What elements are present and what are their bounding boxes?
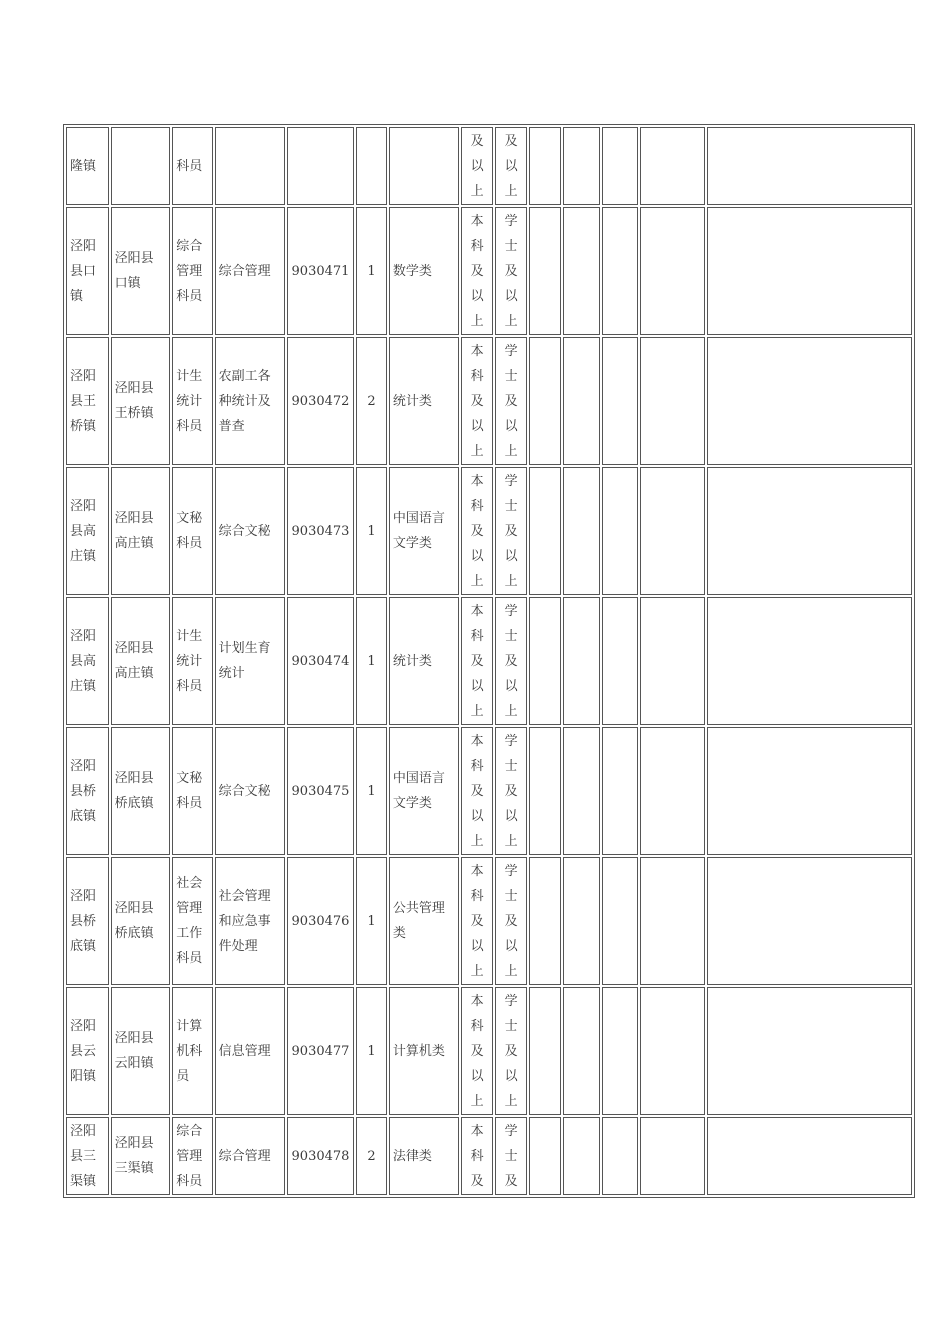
code-cell: 9030471 [287,207,354,335]
remarks-cell [707,987,912,1115]
major-cell: 计算机类 [389,987,459,1115]
major-cell: 统计类 [389,597,459,725]
position-cell: 社会管理工作科员 [172,857,212,985]
empty-cell [640,597,705,725]
empty-cell [529,857,561,985]
education-cell: 本科及以上 [461,597,493,725]
count-cell: 1 [356,727,387,855]
remarks-cell [707,727,912,855]
empty-cell [602,857,638,985]
count-cell: 1 [356,857,387,985]
remarks-cell [707,1117,912,1195]
education-cell: 本科及以上 [461,467,493,595]
degree-cell: 学士及以上 [495,207,527,335]
major-cell: 公共管理类 [389,857,459,985]
duty-cell: 综合文秘 [215,467,285,595]
empty-cell [563,467,600,595]
empty-cell [529,127,561,205]
unit-cell: 泾阳县桥底镇 [66,727,109,855]
empty-cell [640,857,705,985]
empty-cell [563,337,600,465]
degree-cell: 学士及以上 [495,467,527,595]
education-cell: 及以上 [461,127,493,205]
empty-cell [602,727,638,855]
table-row [66,127,912,205]
education-cell: 本科及 [461,1117,493,1195]
position-cell: 文秘科员 [172,467,212,595]
table-row [66,207,912,335]
empty-cell [602,337,638,465]
table-row [66,597,912,725]
major-cell: 数学类 [389,207,459,335]
empty-cell [563,727,600,855]
position-cell: 综合管理科员 [172,1117,212,1195]
code-cell: 9030474 [287,597,354,725]
degree-cell: 学士及以上 [495,987,527,1115]
empty-cell [602,987,638,1115]
education-cell: 本科及以上 [461,857,493,985]
position-cell: 文秘科员 [172,727,212,855]
code-cell [287,127,354,205]
code-cell: 9030475 [287,727,354,855]
department-cell: 泾阳县桥底镇 [111,727,171,855]
remarks-cell [707,337,912,465]
position-cell: 计生统计科员 [172,597,212,725]
empty-cell [563,207,600,335]
count-cell: 2 [356,1117,387,1195]
department-cell: 泾阳县高庄镇 [111,467,171,595]
degree-cell: 学士及以上 [495,597,527,725]
remarks-cell [707,857,912,985]
degree-cell: 学士及以上 [495,727,527,855]
duty-cell: 综合文秘 [215,727,285,855]
education-cell: 本科及以上 [461,337,493,465]
education-cell: 本科及以上 [461,727,493,855]
department-cell: 泾阳县口镇 [111,207,171,335]
education-cell: 本科及以上 [461,987,493,1115]
table-row [66,727,912,855]
unit-cell: 隆镇 [66,127,109,205]
degree-cell: 及以上 [495,127,527,205]
degree-cell: 学士及以上 [495,857,527,985]
empty-cell [529,1117,561,1195]
empty-cell [640,207,705,335]
unit-cell: 泾阳县高庄镇 [66,597,109,725]
empty-cell [640,987,705,1115]
table-body [66,127,912,1195]
empty-cell [602,127,638,205]
empty-cell [563,127,600,205]
duty-cell: 农副工各种统计及普查 [215,337,285,465]
empty-cell [640,727,705,855]
table-row [66,987,912,1115]
empty-cell [640,467,705,595]
duty-cell: 综合管理 [215,1117,285,1195]
table-row [66,1117,912,1195]
table-row [66,467,912,595]
duty-cell: 社会管理和应急事件处理 [215,857,285,985]
empty-cell [640,1117,705,1195]
position-cell: 科员 [172,127,212,205]
empty-cell [563,1117,600,1195]
code-cell: 9030477 [287,987,354,1115]
empty-cell [640,127,705,205]
department-cell: 泾阳县云阳镇 [111,987,171,1115]
major-cell [389,127,459,205]
table-row [66,857,912,985]
count-cell: 2 [356,337,387,465]
duty-cell: 综合管理 [215,207,285,335]
major-cell: 法律类 [389,1117,459,1195]
count-cell: 1 [356,987,387,1115]
department-cell [111,127,171,205]
education-cell: 本科及以上 [461,207,493,335]
duty-cell: 计划生育统计 [215,597,285,725]
major-cell: 中国语言文学类 [389,727,459,855]
count-cell: 1 [356,207,387,335]
empty-cell [602,467,638,595]
major-cell: 中国语言文学类 [389,467,459,595]
degree-cell: 学士及以上 [495,337,527,465]
department-cell: 泾阳县王桥镇 [111,337,171,465]
empty-cell [640,337,705,465]
code-cell: 9030472 [287,337,354,465]
count-cell: 1 [356,597,387,725]
remarks-cell [707,597,912,725]
department-cell: 泾阳县三渠镇 [111,1117,171,1195]
department-cell: 泾阳县高庄镇 [111,597,171,725]
empty-cell [529,467,561,595]
unit-cell: 泾阳县王桥镇 [66,337,109,465]
count-cell: 1 [356,467,387,595]
position-cell: 计生统计科员 [172,337,212,465]
unit-cell: 泾阳县桥底镇 [66,857,109,985]
major-cell: 统计类 [389,337,459,465]
remarks-cell [707,127,912,205]
position-table [63,124,915,1198]
unit-cell: 泾阳县云阳镇 [66,987,109,1115]
empty-cell [602,597,638,725]
remarks-cell [707,467,912,595]
unit-cell: 泾阳县三渠镇 [66,1117,109,1195]
degree-cell: 学士及 [495,1117,527,1195]
department-cell: 泾阳县桥底镇 [111,857,171,985]
empty-cell [563,597,600,725]
duty-cell: 信息管理 [215,987,285,1115]
empty-cell [563,987,600,1115]
table-row [66,337,912,465]
unit-cell: 泾阳县高庄镇 [66,467,109,595]
code-cell: 9030473 [287,467,354,595]
position-cell: 计算机科员 [172,987,212,1115]
position-cell: 综合管理科员 [172,207,212,335]
empty-cell [563,857,600,985]
code-cell: 9030476 [287,857,354,985]
empty-cell [529,727,561,855]
count-cell [356,127,387,205]
remarks-cell [707,207,912,335]
empty-cell [529,597,561,725]
empty-cell [602,207,638,335]
empty-cell [529,207,561,335]
empty-cell [529,337,561,465]
duty-cell [215,127,285,205]
unit-cell: 泾阳县口镇 [66,207,109,335]
empty-cell [529,987,561,1115]
code-cell: 9030478 [287,1117,354,1195]
empty-cell [602,1117,638,1195]
